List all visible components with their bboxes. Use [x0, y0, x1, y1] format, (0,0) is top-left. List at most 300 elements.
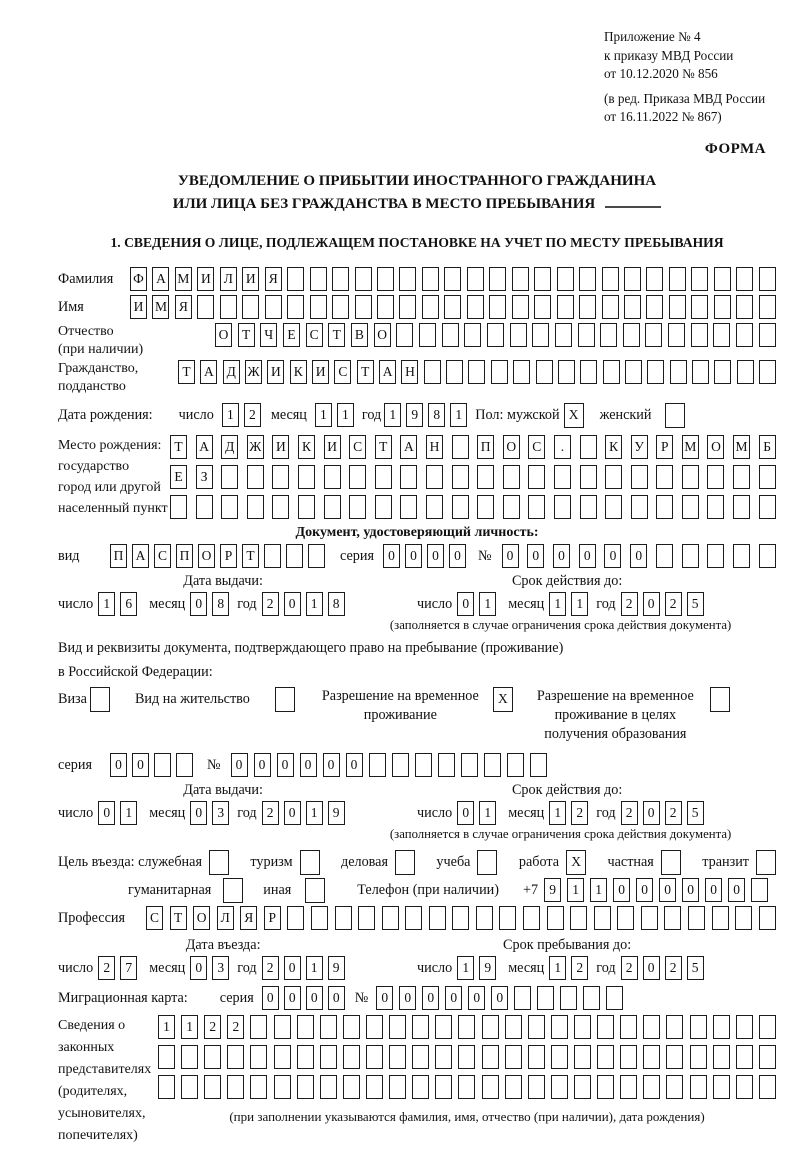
surname-field-cell[interactable] [399, 267, 416, 291]
profession-field-cell[interactable] [570, 906, 587, 930]
stay-valid-year-field-cell[interactable]: 5 [687, 801, 704, 825]
representatives-field-row1-cell[interactable] [389, 1015, 406, 1039]
birthplace-field-row1-cell[interactable]: С [349, 435, 366, 459]
doc-number-field-cell[interactable] [759, 544, 776, 568]
representatives-field-row2-cell[interactable] [528, 1045, 545, 1069]
citizenship-field-cell[interactable] [536, 360, 553, 384]
name-field-cell[interactable] [197, 295, 214, 319]
phone-field-cell[interactable]: 1 [590, 878, 607, 902]
profession-field-cell[interactable] [476, 906, 493, 930]
migcard-number-field-cell[interactable]: 0 [422, 986, 439, 1010]
representatives-field-row3-cell[interactable] [574, 1075, 591, 1099]
birthplace-field-row1-cell[interactable]: Т [375, 435, 392, 459]
name-field-cell[interactable] [624, 295, 641, 319]
migcard-number-field-cell[interactable]: 0 [376, 986, 393, 1010]
representatives-field-row1-cell[interactable] [643, 1015, 660, 1039]
name-field-cell[interactable] [714, 295, 731, 319]
representatives-field-row3-cell[interactable] [389, 1075, 406, 1099]
stay-valid-year-field-cell[interactable]: 2 [665, 801, 682, 825]
representatives-field-row2-cell[interactable] [320, 1045, 337, 1069]
doc-issue-month-field-cell[interactable]: 0 [190, 592, 207, 616]
citizenship-field-cell[interactable] [468, 360, 485, 384]
stay-number-field-cell[interactable] [507, 753, 524, 777]
surname-field-cell[interactable] [691, 267, 708, 291]
citizenship-field-cell[interactable] [558, 360, 575, 384]
representatives-field-row3-cell[interactable] [227, 1075, 244, 1099]
entry-month-field-cell[interactable]: 3 [212, 956, 229, 980]
stay-number-field-cell[interactable]: 0 [231, 753, 248, 777]
birthplace-field-row3-cell[interactable] [375, 495, 392, 519]
birthplace-field-row2-cell[interactable] [298, 465, 315, 489]
patronymic-field-cell[interactable]: Е [283, 323, 300, 347]
birthplace-field-row2-cell[interactable] [605, 465, 622, 489]
purpose-other-checkbox-cell[interactable] [305, 878, 325, 903]
birthplace-field-row2-cell[interactable] [528, 465, 545, 489]
birthplace-field-row3-cell[interactable] [196, 495, 213, 519]
birthplace-field-row3-cell[interactable] [298, 495, 315, 519]
citizenship-field-cell[interactable] [446, 360, 463, 384]
surname-field-cell[interactable] [646, 267, 663, 291]
birthplace-field-row3-cell[interactable] [733, 495, 750, 519]
doc-valid-month-field-cell[interactable]: 1 [571, 592, 588, 616]
profession-field-cell[interactable] [641, 906, 658, 930]
birthplace-field-row1-cell[interactable]: А [196, 435, 213, 459]
doc-issue-year-field-cell[interactable]: 0 [284, 592, 301, 616]
profession-field-cell[interactable] [617, 906, 634, 930]
representatives-field-row1-cell[interactable] [366, 1015, 383, 1039]
birthplace-field-row3-cell[interactable] [631, 495, 648, 519]
name-field-cell[interactable] [444, 295, 461, 319]
patronymic-field-cell[interactable] [510, 323, 527, 347]
birthplace-field-row1-cell[interactable]: О [707, 435, 724, 459]
citizenship-field-cell[interactable]: Н [401, 360, 418, 384]
doc-number-field-cell[interactable]: 0 [553, 544, 570, 568]
profession-field-cell[interactable] [735, 906, 752, 930]
doc-number-field-cell[interactable] [656, 544, 673, 568]
migcard-series-field-cell[interactable]: 0 [262, 986, 279, 1010]
representatives-field-row2-cell[interactable] [297, 1045, 314, 1069]
representatives-field-row1-cell[interactable] [666, 1015, 683, 1039]
birthplace-field-row1-cell[interactable]: К [298, 435, 315, 459]
representatives-field-row3-cell[interactable] [505, 1075, 522, 1099]
birthplace-field-row3-cell[interactable] [656, 495, 673, 519]
migcard-number-field-cell[interactable]: 0 [445, 986, 462, 1010]
representatives-field-row3-cell[interactable] [274, 1075, 291, 1099]
representatives-field-row1-cell[interactable] [343, 1015, 360, 1039]
surname-field-cell[interactable] [736, 267, 753, 291]
citizenship-field-cell[interactable] [670, 360, 687, 384]
surname-field-cell[interactable]: А [152, 267, 169, 291]
patronymic-field-cell[interactable] [532, 323, 549, 347]
birthplace-field-row2-cell[interactable] [375, 465, 392, 489]
birthplace-field-row3-cell[interactable] [400, 495, 417, 519]
birthplace-field-row2-cell[interactable] [272, 465, 289, 489]
representatives-field-row1-cell[interactable] [320, 1015, 337, 1039]
doc-number-field-cell[interactable]: 0 [604, 544, 621, 568]
surname-field-cell[interactable] [422, 267, 439, 291]
citizenship-field-cell[interactable] [580, 360, 597, 384]
stay-valid-month-field-cell[interactable]: 1 [549, 801, 566, 825]
representatives-field-row3-cell[interactable] [158, 1075, 175, 1099]
stay-number-field-cell[interactable]: 0 [346, 753, 363, 777]
representatives-field-row3-cell[interactable] [666, 1075, 683, 1099]
name-field-cell[interactable] [759, 295, 776, 319]
birth-year-field-cell[interactable]: 1 [450, 403, 467, 427]
stay-number-field-cell[interactable] [438, 753, 455, 777]
representatives-field-row3-cell[interactable] [643, 1075, 660, 1099]
name-field-cell[interactable] [310, 295, 327, 319]
name-field-cell[interactable] [355, 295, 372, 319]
profession-field-cell[interactable] [287, 906, 304, 930]
representatives-field-row2-cell[interactable] [435, 1045, 452, 1069]
representatives-field-row2-cell[interactable] [158, 1045, 175, 1069]
representatives-field-row3-cell[interactable] [435, 1075, 452, 1099]
birthplace-field-row2-cell[interactable] [477, 465, 494, 489]
representatives-field-row1-cell[interactable]: 2 [227, 1015, 244, 1039]
entry-year-field-cell[interactable]: 9 [328, 956, 345, 980]
patronymic-field-cell[interactable] [487, 323, 504, 347]
representatives-field-row3-cell[interactable] [482, 1075, 499, 1099]
birthplace-field-row2-cell[interactable] [452, 465, 469, 489]
migcard-number-field-cell[interactable]: 0 [468, 986, 485, 1010]
surname-field-cell[interactable] [669, 267, 686, 291]
phone-field-cell[interactable]: 0 [705, 878, 722, 902]
surname-field-cell[interactable] [377, 267, 394, 291]
stay-number-field-cell[interactable] [530, 753, 547, 777]
representatives-field-row2-cell[interactable] [482, 1045, 499, 1069]
citizenship-field-cell[interactable] [491, 360, 508, 384]
representatives-field-row3-cell[interactable] [528, 1075, 545, 1099]
purpose-study-checkbox-cell[interactable] [477, 850, 497, 875]
representatives-field-row2-cell[interactable] [759, 1045, 776, 1069]
stay-issue-year-field-cell[interactable]: 2 [262, 801, 279, 825]
representatives-field-row1-cell[interactable] [597, 1015, 614, 1039]
profession-field-cell[interactable] [759, 906, 776, 930]
surname-field-cell[interactable] [534, 267, 551, 291]
surname-field-cell[interactable] [310, 267, 327, 291]
doc-kind-field-cell[interactable] [308, 544, 325, 568]
stay-issue-month-field-cell[interactable]: 3 [212, 801, 229, 825]
stay-number-field-cell[interactable] [369, 753, 386, 777]
patronymic-field-cell[interactable] [464, 323, 481, 347]
profession-field-cell[interactable]: Р [264, 906, 281, 930]
stayuntil-year-field-cell[interactable]: 0 [643, 956, 660, 980]
visa-checkbox-cell[interactable] [90, 687, 110, 712]
representatives-field-row1-cell[interactable]: 1 [158, 1015, 175, 1039]
representatives-field-row3-cell[interactable] [597, 1075, 614, 1099]
birthplace-field-row2-cell[interactable]: Е [170, 465, 187, 489]
purpose-work-checkbox-cell[interactable]: X [566, 850, 586, 875]
representatives-field-row2-cell[interactable] [736, 1045, 753, 1069]
citizenship-field-cell[interactable] [603, 360, 620, 384]
representatives-field-row3-cell[interactable] [204, 1075, 221, 1099]
doc-number-field-cell[interactable]: 0 [579, 544, 596, 568]
patronymic-field-cell[interactable] [555, 323, 572, 347]
doc-number-field-cell[interactable] [682, 544, 699, 568]
temp-residence-edu-checkbox-cell[interactable] [710, 687, 730, 712]
citizenship-field-cell[interactable]: И [267, 360, 284, 384]
profession-field-cell[interactable]: О [193, 906, 210, 930]
birthplace-field-row2-cell[interactable] [554, 465, 571, 489]
stayuntil-month-field-cell[interactable]: 2 [571, 956, 588, 980]
birthplace-field-row3-cell[interactable] [528, 495, 545, 519]
temp-residence-checkbox-cell[interactable]: X [493, 687, 513, 712]
name-field-cell[interactable] [736, 295, 753, 319]
stay-issue-year-field-cell[interactable]: 1 [306, 801, 323, 825]
surname-field-cell[interactable]: М [175, 267, 192, 291]
entry-day-field-cell[interactable]: 2 [98, 956, 115, 980]
birth-day-field-cell[interactable]: 1 [222, 403, 239, 427]
patronymic-field-cell[interactable] [600, 323, 617, 347]
representatives-field-row3-cell[interactable] [250, 1075, 267, 1099]
birthplace-field-row3-cell[interactable] [580, 495, 597, 519]
name-field-cell[interactable] [265, 295, 282, 319]
birth-month-field-cell[interactable]: 1 [315, 403, 332, 427]
representatives-field-row2-cell[interactable] [366, 1045, 383, 1069]
citizenship-field-cell[interactable]: Т [178, 360, 195, 384]
birthplace-field-row3-cell[interactable] [707, 495, 724, 519]
migcard-series-field-cell[interactable]: 0 [306, 986, 323, 1010]
doc-number-field-cell[interactable]: 0 [527, 544, 544, 568]
citizenship-field-cell[interactable] [692, 360, 709, 384]
patronymic-field-cell[interactable] [759, 323, 776, 347]
doc-kind-field-cell[interactable]: П [110, 544, 127, 568]
representatives-field-row3-cell[interactable] [297, 1075, 314, 1099]
representatives-field-row2-cell[interactable] [666, 1045, 683, 1069]
representatives-field-row3-cell[interactable] [551, 1075, 568, 1099]
citizenship-field-cell[interactable]: И [312, 360, 329, 384]
sex-male-checkbox-cell[interactable]: X [564, 403, 584, 428]
stay-number-field-cell[interactable] [392, 753, 409, 777]
birthplace-field-row3-cell[interactable] [477, 495, 494, 519]
profession-field-cell[interactable] [358, 906, 375, 930]
representatives-field-row1-cell[interactable] [458, 1015, 475, 1039]
representatives-field-row1-cell[interactable] [736, 1015, 753, 1039]
representatives-field-row2-cell[interactable] [690, 1045, 707, 1069]
patronymic-field-cell[interactable]: О [215, 323, 232, 347]
profession-field-cell[interactable] [405, 906, 422, 930]
birthplace-field-row3-cell[interactable] [452, 495, 469, 519]
name-field-cell[interactable]: И [130, 295, 147, 319]
stay-number-field-cell[interactable]: 0 [277, 753, 294, 777]
patronymic-field-cell[interactable] [623, 323, 640, 347]
name-field-cell[interactable] [287, 295, 304, 319]
phone-field-cell[interactable]: 0 [659, 878, 676, 902]
representatives-field-row3-cell[interactable] [736, 1075, 753, 1099]
stay-number-field-cell[interactable] [461, 753, 478, 777]
name-field-cell[interactable] [646, 295, 663, 319]
surname-field-cell[interactable] [287, 267, 304, 291]
migcard-number-field-cell[interactable] [514, 986, 531, 1010]
purpose-tourism-checkbox-cell[interactable] [300, 850, 320, 875]
birthplace-field-row2-cell[interactable] [221, 465, 238, 489]
birthplace-field-row3-cell[interactable] [349, 495, 366, 519]
birthplace-field-row1-cell[interactable]: К [605, 435, 622, 459]
name-field-cell[interactable] [399, 295, 416, 319]
surname-field-cell[interactable] [759, 267, 776, 291]
patronymic-field-cell[interactable] [442, 323, 459, 347]
representatives-field-row1-cell[interactable] [250, 1015, 267, 1039]
representatives-field-row3-cell[interactable] [366, 1075, 383, 1099]
birth-year-field-cell[interactable]: 8 [428, 403, 445, 427]
profession-field-cell[interactable] [429, 906, 446, 930]
doc-issue-day-field-cell[interactable]: 1 [98, 592, 115, 616]
profession-field-cell[interactable] [594, 906, 611, 930]
phone-field-cell[interactable]: 0 [613, 878, 630, 902]
doc-issue-year-field-cell[interactable]: 8 [328, 592, 345, 616]
representatives-field-row2-cell[interactable] [343, 1045, 360, 1069]
purpose-humanitarian-checkbox-cell[interactable] [223, 878, 243, 903]
purpose-business-checkbox-cell[interactable] [395, 850, 415, 875]
birth-month-field-cell[interactable]: 1 [337, 403, 354, 427]
citizenship-field-cell[interactable] [647, 360, 664, 384]
phone-field-cell[interactable]: 0 [728, 878, 745, 902]
birth-day-field-cell[interactable]: 2 [244, 403, 261, 427]
stay-valid-day-field-cell[interactable]: 1 [479, 801, 496, 825]
purpose-official-checkbox-cell[interactable] [209, 850, 229, 875]
stay-number-field-cell[interactable]: 0 [300, 753, 317, 777]
entry-year-field-cell[interactable]: 0 [284, 956, 301, 980]
birth-year-field-cell[interactable]: 9 [406, 403, 423, 427]
representatives-field-row3-cell[interactable] [690, 1075, 707, 1099]
surname-field-cell[interactable] [355, 267, 372, 291]
doc-kind-field-cell[interactable] [264, 544, 281, 568]
phone-field-cell[interactable]: 0 [682, 878, 699, 902]
patronymic-field-cell[interactable] [691, 323, 708, 347]
entry-year-field-cell[interactable]: 2 [262, 956, 279, 980]
doc-kind-field-cell[interactable] [286, 544, 303, 568]
profession-field-cell[interactable]: Я [240, 906, 257, 930]
patronymic-field-cell[interactable] [396, 323, 413, 347]
purpose-transit-checkbox-cell[interactable] [756, 850, 776, 875]
surname-field-cell[interactable]: Я [265, 267, 282, 291]
name-field-cell[interactable]: М [152, 295, 169, 319]
doc-kind-field-cell[interactable]: Р [220, 544, 237, 568]
representatives-field-row2-cell[interactable] [620, 1045, 637, 1069]
representatives-field-row2-cell[interactable] [574, 1045, 591, 1069]
birthplace-field-row2-cell[interactable] [733, 465, 750, 489]
migcard-number-field-cell[interactable]: 0 [491, 986, 508, 1010]
migcard-number-field-cell[interactable] [560, 986, 577, 1010]
doc-kind-field-cell[interactable]: А [132, 544, 149, 568]
migcard-number-field-cell[interactable] [606, 986, 623, 1010]
doc-valid-year-field-cell[interactable]: 0 [643, 592, 660, 616]
patronymic-field-cell[interactable]: Ч [260, 323, 277, 347]
doc-kind-field-cell[interactable]: Т [242, 544, 259, 568]
birthplace-field-row1-cell[interactable] [452, 435, 469, 459]
birthplace-field-row2-cell[interactable] [759, 465, 776, 489]
representatives-field-row2-cell[interactable] [274, 1045, 291, 1069]
surname-field-cell[interactable] [624, 267, 641, 291]
patronymic-field-cell[interactable] [645, 323, 662, 347]
citizenship-field-cell[interactable] [513, 360, 530, 384]
patronymic-field-cell[interactable] [668, 323, 685, 347]
birthplace-field-row1-cell[interactable]: . [554, 435, 571, 459]
profession-field-cell[interactable] [547, 906, 564, 930]
birthplace-field-row2-cell[interactable]: З [196, 465, 213, 489]
surname-field-cell[interactable] [444, 267, 461, 291]
stay-series-field-cell[interactable] [176, 753, 193, 777]
name-field-cell[interactable] [242, 295, 259, 319]
citizenship-field-cell[interactable] [714, 360, 731, 384]
representatives-field-row1-cell[interactable] [297, 1015, 314, 1039]
doc-series-field-cell[interactable]: 0 [383, 544, 400, 568]
name-field-cell[interactable] [332, 295, 349, 319]
representatives-field-row1-cell[interactable] [620, 1015, 637, 1039]
patronymic-field-cell[interactable] [713, 323, 730, 347]
representatives-field-row2-cell[interactable] [204, 1045, 221, 1069]
name-field-cell[interactable] [489, 295, 506, 319]
name-field-cell[interactable] [220, 295, 237, 319]
profession-field-cell[interactable] [712, 906, 729, 930]
representatives-field-row1-cell[interactable] [505, 1015, 522, 1039]
migcard-series-field-cell[interactable]: 0 [284, 986, 301, 1010]
profession-field-cell[interactable] [499, 906, 516, 930]
doc-valid-year-field-cell[interactable]: 2 [621, 592, 638, 616]
birth-year-field-cell[interactable]: 1 [384, 403, 401, 427]
doc-issue-year-field-cell[interactable]: 2 [262, 592, 279, 616]
representatives-field-row1-cell[interactable]: 2 [204, 1015, 221, 1039]
representatives-field-row1-cell[interactable] [574, 1015, 591, 1039]
representatives-field-row2-cell[interactable] [458, 1045, 475, 1069]
citizenship-field-cell[interactable]: Т [357, 360, 374, 384]
stay-series-field-cell[interactable]: 0 [132, 753, 149, 777]
name-field-cell[interactable] [512, 295, 529, 319]
birthplace-field-row1-cell[interactable]: Т [170, 435, 187, 459]
representatives-field-row3-cell[interactable] [343, 1075, 360, 1099]
birthplace-field-row2-cell[interactable] [707, 465, 724, 489]
birthplace-field-row1-cell[interactable]: М [733, 435, 750, 459]
name-field-cell[interactable]: Я [175, 295, 192, 319]
surname-field-cell[interactable] [714, 267, 731, 291]
name-field-cell[interactable] [557, 295, 574, 319]
representatives-field-row1-cell[interactable] [713, 1015, 730, 1039]
stay-valid-year-field-cell[interactable]: 2 [621, 801, 638, 825]
patronymic-field-cell[interactable]: Т [328, 323, 345, 347]
representatives-field-row2-cell[interactable] [643, 1045, 660, 1069]
stay-issue-day-field-cell[interactable]: 1 [120, 801, 137, 825]
profession-field-cell[interactable] [382, 906, 399, 930]
birthplace-field-row2-cell[interactable] [580, 465, 597, 489]
citizenship-field-cell[interactable]: Ж [245, 360, 262, 384]
stay-series-field-cell[interactable]: 0 [110, 753, 127, 777]
representatives-field-row1-cell[interactable] [412, 1015, 429, 1039]
representatives-field-row2-cell[interactable] [597, 1045, 614, 1069]
phone-field-cell[interactable]: 1 [567, 878, 584, 902]
migcard-number-field-cell[interactable] [583, 986, 600, 1010]
stay-valid-day-field-cell[interactable]: 0 [457, 801, 474, 825]
birthplace-field-row1-cell[interactable]: У [631, 435, 648, 459]
birthplace-field-row3-cell[interactable] [221, 495, 238, 519]
representatives-field-row1-cell[interactable] [690, 1015, 707, 1039]
patronymic-field-cell[interactable] [736, 323, 753, 347]
birthplace-field-row3-cell[interactable] [759, 495, 776, 519]
representatives-field-row2-cell[interactable] [389, 1045, 406, 1069]
birthplace-field-row1-cell[interactable]: М [682, 435, 699, 459]
doc-series-field-cell[interactable]: 0 [427, 544, 444, 568]
surname-field-cell[interactable] [332, 267, 349, 291]
stay-number-field-cell[interactable]: 0 [323, 753, 340, 777]
stayuntil-month-field-cell[interactable]: 1 [549, 956, 566, 980]
doc-valid-day-field-cell[interactable]: 0 [457, 592, 474, 616]
representatives-field-row2-cell[interactable] [713, 1045, 730, 1069]
name-field-cell[interactable] [602, 295, 619, 319]
profession-field-cell[interactable]: Л [217, 906, 234, 930]
stay-issue-day-field-cell[interactable]: 0 [98, 801, 115, 825]
residence-permit-checkbox-cell[interactable] [275, 687, 295, 712]
stay-valid-month-field-cell[interactable]: 2 [571, 801, 588, 825]
name-field-cell[interactable] [691, 295, 708, 319]
